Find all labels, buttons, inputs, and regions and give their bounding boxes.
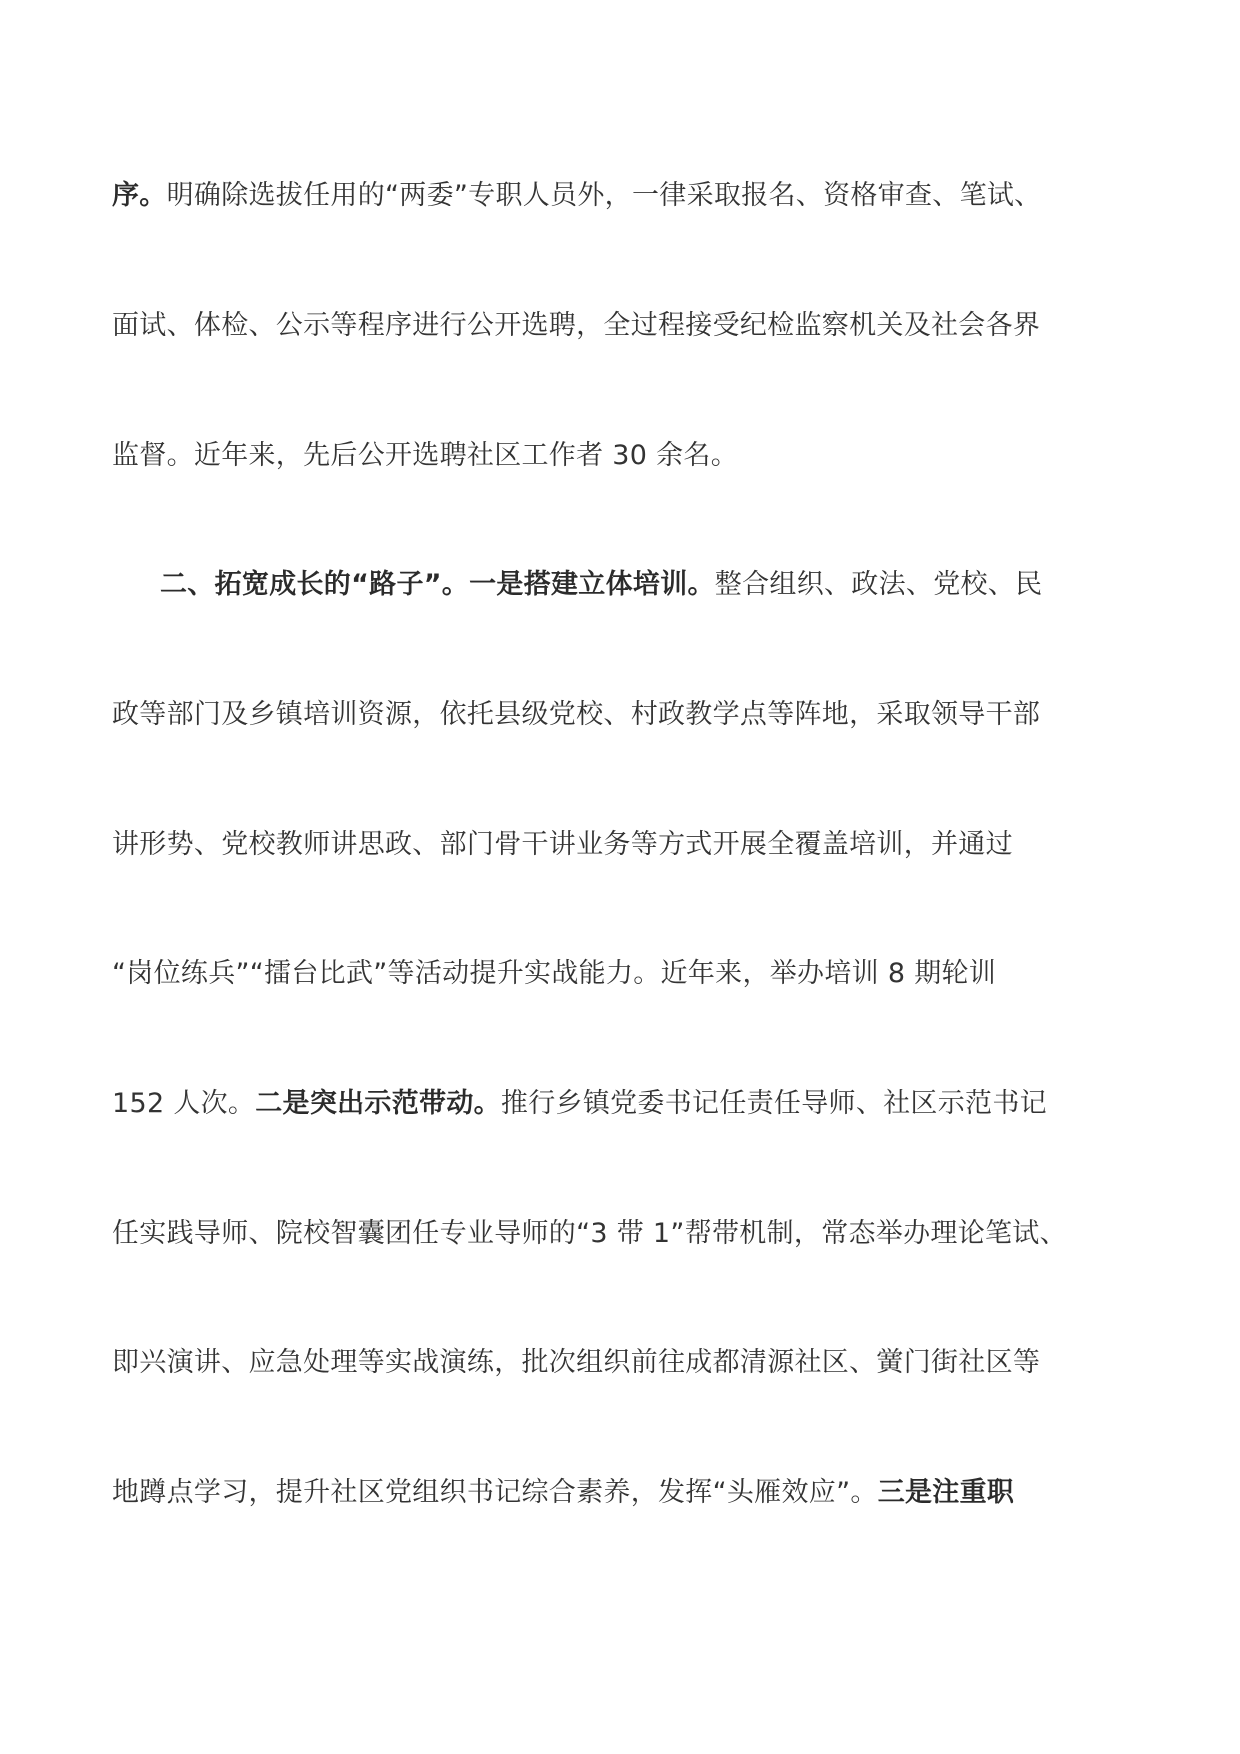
text-segment: 监督。近年来，先后公开选聘社区工作者 30 余名。 xyxy=(112,440,739,471)
bold-phrase: 序。 xyxy=(112,180,167,211)
text-segment: 政等部门及乡镇培训资源，依托县级党校、村政教学点等阵地，采取领导干部 xyxy=(112,699,1041,730)
text-line xyxy=(112,1082,1142,1126)
text-segment: “岗位练兵”“擂台比武”等活动提升实战能力。近年来，举办培训 8 期轮训 xyxy=(112,958,997,989)
text-line xyxy=(112,823,1142,867)
text-segment: 任实践导师、院校智囊团任专业导师的“3 带 1”帮带机制，常态举办理论笔试、 xyxy=(112,1218,1067,1249)
text-segment: 推行乡镇党委书记任责任导师、社区示范书记 xyxy=(500,1088,1047,1119)
text-segment: 面试、体检、公示等程序进行公开选聘，全过程接受纪检监察机关及社会各界 xyxy=(112,310,1041,341)
text-line xyxy=(112,1341,1142,1385)
section-heading-line xyxy=(160,563,1190,607)
text-line xyxy=(112,174,1142,218)
text-segment: 明确除选拔任用的“两委”专职人员外，一律采取报名、资格审查、笔试、 xyxy=(166,180,1042,211)
text-segment: 地蹲点学习，提升社区党组织书记综合素养，发挥“头雁效应”。 xyxy=(112,1477,878,1508)
text-line xyxy=(112,304,1142,348)
text-line xyxy=(112,1471,1142,1515)
text-line xyxy=(112,434,1142,478)
text-segment: 整合组织、政法、党校、民 xyxy=(714,569,1043,600)
bold-phrase: 三是注重职 xyxy=(877,1477,1015,1508)
text-line xyxy=(112,1212,1142,1256)
text-line xyxy=(112,693,1142,737)
text-segment: 152 人次。 xyxy=(112,1088,256,1119)
text-line xyxy=(112,952,1142,996)
bold-phrase: 二是突出示范带动。 xyxy=(255,1088,501,1119)
section-heading: 二、拓宽成长的“路子”。一是搭建立体培训。 xyxy=(160,569,715,600)
text-segment: 即兴演讲、应急处理等实战演练，批次组织前往成都清源社区、黉门街社区等 xyxy=(112,1347,1041,1378)
text-segment: 讲形势、党校教师讲思政、部门骨干讲业务等方式开展全覆盖培训，并通过 xyxy=(112,829,1013,860)
